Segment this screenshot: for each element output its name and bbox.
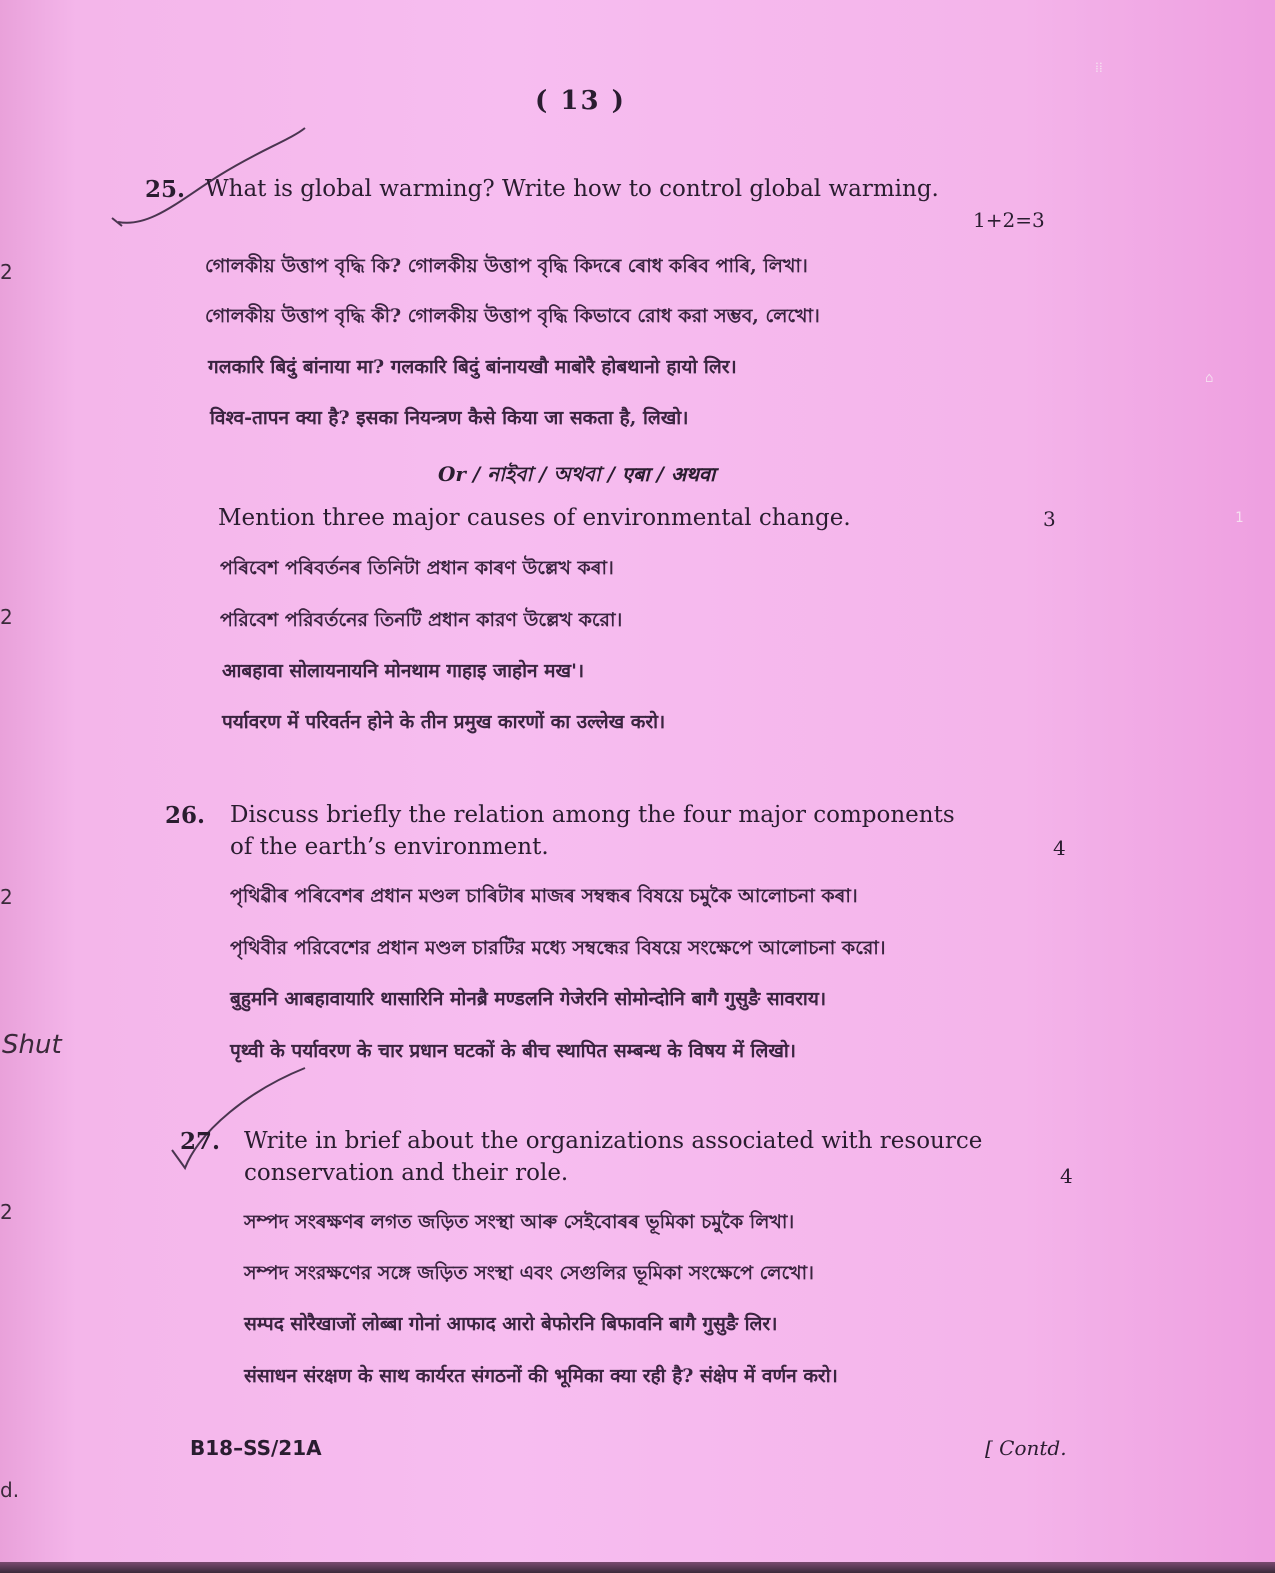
margin-mark: 2 — [0, 605, 13, 629]
translation-bodo: गलकारि बिदुं बांनाया मा? गलकारि बिदुं बांनायखौ माबोरै होबथानो हायो लिर। — [208, 356, 737, 378]
question-marks: 1+2=3 — [973, 208, 1045, 232]
translation-hindi: पृथ्वी के पर्यावरण के चार प्रधान घटकों के बीच स्थापित सम्बन्ध के विषय में लिखो। — [230, 1040, 797, 1062]
margin-mark: 2 — [0, 260, 13, 284]
margin-handwriting: Shut — [2, 1030, 62, 1060]
or-separator: Or / নাইবা / অথবা / एबा / अथवा — [438, 462, 716, 486]
alternative-question-text: Mention three major causes of environmental change. — [218, 505, 851, 531]
question-text-line-1: Discuss briefly the relation among the four major components — [230, 802, 955, 828]
question-text-line-1: Write in brief about the organizations associated with resource — [244, 1128, 983, 1154]
margin-mark: 2 — [0, 885, 13, 909]
scan-artifact: 1 — [1235, 510, 1244, 526]
question-marks: 4 — [1060, 1164, 1073, 1188]
paper-code: B18–SS/21A — [190, 1436, 322, 1460]
translation-bengali: পৃথিবীর পরিবেশের প্রধান মণ্ডল চারটির মধ্যে সম্বন্ধের বিষয়ে সংক্ষেপে আলোচনা করো। — [230, 937, 886, 959]
scan-artifact: ⁞⁞ — [1095, 60, 1103, 76]
question-text-line-2: conservation and their role. — [244, 1160, 569, 1186]
page-number: ( 13 ) — [535, 86, 626, 116]
question-marks: 4 — [1053, 836, 1066, 860]
translation-hindi: विश्व-तापन क्या है? इसका नियन्त्रण कैसे किया जा सकता है, लिखो। — [210, 407, 689, 429]
translation-assamese: সম্পদ সংৰক্ষণৰ লগত জড়িত সংস্থা আৰু সেইবোৰৰ ভূমিকা চমুকৈ লিখা। — [244, 1211, 795, 1233]
translation-hindi: संसाधन संरक्षण के साथ कार्यरत संगठनों की भूमिका क्या रही है? संक्षेप में वर्णन करो। — [244, 1365, 838, 1387]
alternative-question-marks: 3 — [1043, 507, 1056, 531]
translation-hindi: पर्यावरण में परिवर्तन होने के तीन प्रमुख कारणों का उल्लेख करो। — [222, 711, 666, 733]
question-number: 26. — [165, 802, 206, 829]
translation-bodo: आबहावा सोलायनायनि मोनथाम गाहाइ जाहोन मख'। — [222, 660, 585, 682]
translation-assamese: পৰিবেশ পৰিবৰ্তনৰ তিনিটা প্ৰধান কাৰণ উল্লেখ কৰা। — [220, 557, 614, 579]
continued-label: [ Contd. — [985, 1436, 1067, 1460]
scan-artifact: ⌂ — [1205, 370, 1214, 386]
translation-bodo: सम्पद सोरैखाजों लोब्बा गोनां आफाद आरो बेफोरनि बिफावनि बागै गुसुङै लिर। — [244, 1313, 778, 1335]
question-number: 27. — [180, 1128, 221, 1155]
translation-assamese: গোলকীয় উত্তাপ বৃদ্ধি কি? গোলকীয় উত্তাপ বৃদ্ধি কিদৰে ৰোধ কৰিব পাৰি, লিখা। — [205, 255, 808, 277]
page-edge-shadow — [0, 1562, 1275, 1573]
question-text: What is global warming? Write how to control global warming. — [205, 176, 939, 202]
translation-bengali: পরিবেশ পরিবর্তনের তিনটি প্রধান কারণ উল্লেখ করো। — [220, 609, 623, 631]
margin-mark: d. — [0, 1478, 20, 1502]
translation-bodo: बुहुमनि आबहावायारि थासारिनि मोनब्रै मण्डलनि गेजेरनि सोमोन्दोनि बागै गुसुङै सावराय। — [230, 988, 827, 1010]
translation-assamese: পৃথিৱীৰ পৰিবেশৰ প্ৰধান মণ্ডল চাৰিটাৰ মাজৰ সম্বন্ধৰ বিষয়ে চমুকৈ আলোচনা কৰা। — [230, 885, 858, 907]
translation-bengali: সম্পদ সংরক্ষণের সঙ্গে জড়িত সংস্থা এবং সেগুলির ভূমিকা সংক্ষেপে লেখো। — [244, 1262, 814, 1284]
question-text-line-2: of the earth’s environment. — [230, 834, 549, 860]
translation-bengali: গোলকীয় উত্তাপ বৃদ্ধি কী? গোলকীয় উত্তাপ বৃদ্ধি কিভাবে রোধ করা সম্ভব, লেখো। — [205, 305, 820, 327]
question-number: 25. — [145, 176, 186, 203]
margin-mark: 2 — [0, 1200, 13, 1224]
